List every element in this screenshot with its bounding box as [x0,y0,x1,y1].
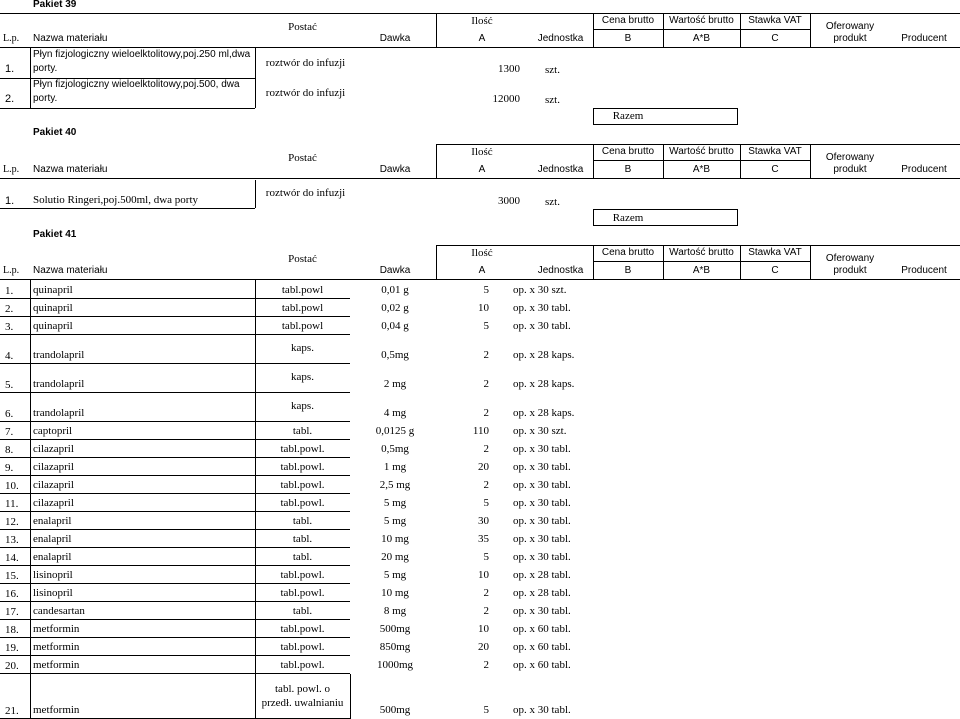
grid-line [0,208,255,209]
grid-line [30,298,255,299]
row-dawka: 0,0125 g [375,425,415,437]
grid-line [0,363,30,364]
grid-line [30,421,255,422]
p41-hdr-produkt: produkt [833,265,867,276]
p41-hdr-dawka: Dawka [379,265,411,276]
row-name: cilazapril [33,497,74,509]
grid-line [30,619,255,620]
row-jednostka: op. x 30 szt. [513,284,567,296]
grid-line [0,475,30,476]
grid-line [737,209,738,226]
grid-line [436,144,437,178]
p40-hdr-a: A [478,164,486,175]
grid-line [255,529,350,530]
grid-line [593,245,594,279]
grid-line [593,160,810,161]
grid-line [0,529,30,530]
row-lp: 12. [5,516,19,528]
p39-hdr-wartosc: Wartość brutto [669,15,734,26]
row-jednostka: op. x 30 tabl. [513,515,571,527]
row-dawka: 5 mg [383,497,407,509]
row-dawka: 20 mg [381,551,409,563]
p41-hdr-oferowany: Oferowany [825,253,875,264]
p40-hdr-wartosc: Wartość brutto [669,146,734,157]
row-lp: 8. [5,444,14,456]
p39-hdr-ilosc: Ilość [471,15,493,27]
row-jednostka: op. x 30 tabl. [513,320,571,332]
row-name: trandolapril [33,407,85,419]
row-ilosc: 10 [478,623,489,635]
grid-line [30,655,255,656]
row-dawka: 1 mg [383,461,407,473]
grid-line [255,655,350,656]
row-ilosc: 2 [483,605,489,617]
row-postac: tabl.powl. [280,641,325,653]
row-postac: roztwór do infuzji [265,57,346,69]
row-name: enalapril [33,551,72,563]
grid-line [30,565,255,566]
row-lp: 11. [5,498,19,510]
row-postac: tabl.powl. [280,659,325,671]
p40-hdr-produkt: produkt [833,164,867,175]
grid-line [30,457,255,458]
row-lp: 14. [5,552,19,564]
row-lp: 1. [5,285,14,297]
row-lp: 5. [5,379,14,391]
row-lp: 1. [5,63,15,75]
grid-line [740,13,741,47]
row-jednostka: op. x 60 tabl. [513,659,571,671]
row-lp: 10. [5,480,19,492]
grid-line [255,457,350,458]
p41-hdr-producent: Producent [901,265,947,276]
grid-line [255,583,350,584]
grid-line [30,475,255,476]
grid-line [0,547,30,548]
row-name: metformin [33,641,80,653]
row-ilosc: 20 [478,641,489,653]
row-postac: tabl.powl. [280,461,325,473]
p39-hdr-stawka: Stawka VAT [748,15,802,26]
row-dawka: 0,5mg [381,443,409,455]
row-postac: tabl. [292,551,313,563]
grid-line [740,144,741,178]
row-jednostka: szt. [545,64,560,76]
row-ilosc: 5 [483,497,489,509]
row-jednostka: op. x 30 tabl. [513,605,571,617]
grid-line [30,637,255,638]
grid-line [30,108,255,109]
row-dawka: 1000mg [376,659,414,671]
p40-hdr-name: Nazwa materiału [33,164,108,175]
row-postac: tabl. powl. o [275,683,330,695]
row-ilosc: 3000 [498,195,520,207]
row-postac: tabl. [292,605,313,617]
p41-hdr-stawka: Stawka VAT [748,247,802,258]
p39-hdr-cena: Cena brutto [601,15,655,26]
grid-line [0,619,30,620]
row-lp: 17. [5,606,19,618]
grid-line [255,334,350,335]
row-postac: tabl.powl. [280,443,325,455]
pakiet-41-title: Pakiet 41 [33,229,77,240]
grid-line [436,13,437,47]
grid-line [255,439,350,440]
row-ilosc: 5 [483,704,489,716]
p40-hdr-b: B [624,164,632,175]
row-dawka: 8 mg [383,605,407,617]
p40-hdr-stawka: Stawka VAT [748,146,802,157]
grid-line [0,601,30,602]
row-postac: tabl.powl [281,302,324,314]
grid-line [593,13,594,47]
row-postac: tabl. [292,533,313,545]
p39-hdr-name: Nazwa materiału [33,33,108,44]
p40-hdr-oferowany: Oferowany [825,152,875,163]
p41-hdr-jednostka: Jednostka [537,265,584,276]
grid-line [255,637,350,638]
grid-line [663,144,664,178]
grid-line [0,565,30,566]
row-jednostka: op. x 28 tabl. [513,569,571,581]
row-dawka: 10 mg [381,533,409,545]
grid-line [593,144,594,178]
row-lp: 15. [5,570,19,582]
grid-line [255,180,256,208]
p39-hdr-c: C [771,33,779,44]
grid-line [30,392,255,393]
row-name: captopril [33,425,73,437]
razem-40: Razem [612,212,644,224]
row-name: Płyn fizjologiczny wieloelktolitowy,poj.250 ml,dwa [33,49,251,60]
row-postac: roztwór do infuzji [265,187,346,199]
row-dawka: 4 mg [383,407,407,419]
row-lp: 4. [5,350,14,362]
grid-line [255,475,350,476]
grid-line [0,47,960,48]
row-name-cont: porty. [33,93,58,104]
row-ilosc: 20 [478,461,489,473]
grid-line [30,334,255,335]
grid-line [255,316,350,317]
row-jednostka: op. x 60 tabl. [513,641,571,653]
row-jednostka: op. x 30 szt. [513,425,567,437]
grid-line [593,261,810,262]
row-ilosc: 10 [478,302,489,314]
row-postac: kaps. [291,400,314,412]
p39-hdr-axb: A*B [692,33,711,44]
grid-line [255,392,350,393]
p41-hdr-ilosc: Ilość [471,247,493,259]
grid-line [255,565,350,566]
pakiet-40-title: Pakiet 40 [33,127,77,138]
row-jednostka: op. x 30 tabl. [513,461,571,473]
p40-hdr-axb: A*B [692,164,711,175]
p41-hdr-c: C [771,265,779,276]
p39-hdr-produkt: produkt [833,33,867,44]
p40-hdr-lp: L.p. [3,164,20,175]
grid-line [0,673,30,674]
row-lp: 19. [5,642,19,654]
grid-line [0,298,30,299]
grid-line [737,108,738,125]
grid-line [350,674,351,719]
grid-line [593,29,810,30]
row-name: trandolapril [33,378,85,390]
row-ilosc: 2 [483,587,489,599]
grid-line [593,225,738,226]
row-postac: tabl.powl. [280,569,325,581]
row-ilosc: 110 [472,425,489,437]
row-postac: tabl.powl [281,284,324,296]
row-jednostka: op. x 30 tabl. [513,551,571,563]
p39-hdr-b: B [624,33,632,44]
grid-line [255,421,350,422]
grid-line [30,280,31,719]
p39-hdr-a: A [478,33,486,44]
row-dawka: 5 mg [383,515,407,527]
grid-line [0,78,30,79]
grid-line [0,108,30,109]
row-dawka: 2,5 mg [379,479,411,491]
row-jednostka: op. x 30 tabl. [513,704,571,716]
row-dawka: 2 mg [383,378,407,390]
grid-line [740,245,741,279]
grid-line [0,511,30,512]
row-ilosc: 2 [483,443,489,455]
grid-line [663,245,664,279]
p41-hdr-b: B [624,265,632,276]
row-jednostka: op. x 30 tabl. [513,533,571,545]
row-name: trandolapril [33,349,85,361]
grid-line [436,245,960,246]
pakiet-39-title: Pakiet 39 [33,0,77,10]
row-postac: tabl.powl. [280,623,325,635]
row-ilosc: 5 [483,551,489,563]
row-name: metformin [33,623,80,635]
row-ilosc: 1300 [498,63,520,75]
row-name: cilazapril [33,443,74,455]
grid-line [0,457,30,458]
row-jednostka: op. x 28 kaps. [513,378,575,390]
grid-line [255,280,256,719]
grid-line [0,392,30,393]
row-name: quinapril [33,302,73,314]
row-postac: tabl.powl [281,320,324,332]
grid-line [436,144,960,145]
p41-hdr-cena: Cena brutto [601,247,655,258]
grid-line [0,439,30,440]
row-jednostka: op. x 30 tabl. [513,443,571,455]
grid-line [30,493,255,494]
grid-line [255,48,256,108]
row-postac: tabl.powl. [280,497,325,509]
row-postac: tabl. [292,515,313,527]
p41-hdr-wartosc: Wartość brutto [669,247,734,258]
grid-line [593,209,738,210]
row-jednostka: szt. [545,196,560,208]
grid-line [30,439,255,440]
row-jednostka: op. x 28 kaps. [513,349,575,361]
row-lp: 7. [5,426,14,438]
row-name: Płyn fizjologiczny wieloelktolitowy,poj.500, dwa [33,79,240,90]
row-jednostka: op. x 30 tabl. [513,479,571,491]
grid-line [255,363,350,364]
grid-line [30,511,255,512]
grid-line [255,547,350,548]
grid-line [810,245,811,279]
row-ilosc: 10 [478,569,489,581]
row-lp: 3. [5,321,14,333]
grid-line [0,493,30,494]
p40-hdr-postac: Postać [288,152,317,164]
row-ilosc: 2 [483,349,489,361]
row-ilosc: 2 [483,479,489,491]
row-name: metformin [33,659,80,671]
grid-line [0,178,960,179]
row-name: Solutio Ringeri,poj.500ml, dwa porty [33,194,198,206]
row-jednostka: op. x 28 kaps. [513,407,575,419]
grid-line [30,529,255,530]
p40-hdr-c: C [771,164,779,175]
row-ilosc: 5 [483,284,489,296]
row-name: lisinopril [33,587,73,599]
row-lp: 9. [5,462,14,474]
row-postac: tabl. [292,425,313,437]
p39-hdr-producent: Producent [901,33,947,44]
row-jednostka: op. x 60 tabl. [513,623,571,635]
p40-hdr-ilosc: Ilość [471,146,493,158]
row-name: metformin [33,704,80,716]
row-dawka: 0,5mg [381,349,409,361]
p40-hdr-jednostka: Jednostka [537,164,584,175]
row-lp: 20. [5,660,19,672]
p39-hdr-dawka: Dawka [379,33,411,44]
row-postac: kaps. [291,371,314,383]
grid-line [255,601,350,602]
grid-line [0,316,30,317]
row-name: quinapril [33,284,73,296]
grid-line [30,601,255,602]
grid-line [255,298,350,299]
row-dawka: 0,02 g [381,302,409,314]
p41-hdr-lp: L.p. [3,265,20,276]
p40-hdr-dawka: Dawka [379,164,411,175]
row-ilosc: 30 [478,515,489,527]
grid-line [663,13,664,47]
row-lp: 16. [5,588,19,600]
razem-39: Razem [612,110,644,122]
row-jednostka: op. x 30 tabl. [513,497,571,509]
p40-hdr-cena: Cena brutto [601,146,655,157]
row-jednostka: op. x 28 tabl. [513,587,571,599]
grid-line [30,316,255,317]
grid-line [30,583,255,584]
grid-line [810,144,811,178]
grid-line [810,13,811,47]
row-jednostka: szt. [545,94,560,106]
grid-line [436,245,437,279]
p39-hdr-jednostka: Jednostka [537,33,584,44]
grid-line [255,493,350,494]
row-name: cilazapril [33,479,74,491]
row-ilosc: 12000 [492,93,520,105]
row-postac: tabl.powl. [280,587,325,599]
grid-line [593,108,738,109]
p39-hdr-postac: Postać [288,21,317,33]
grid-line [436,13,960,14]
row-name: lisinopril [33,569,73,581]
row-lp: 2. [5,303,14,315]
p39-hdr-oferowany: Oferowany [825,21,875,32]
grid-line [593,124,738,125]
row-dawka: 500mg [379,704,411,716]
row-dawka: 5 mg [383,569,407,581]
row-ilosc: 35 [478,533,489,545]
row-postac-cont: przedł. uwalnianiu [261,697,344,709]
grid-line [0,279,960,280]
grid-line [255,673,350,674]
row-name: enalapril [33,515,72,527]
row-name: cilazapril [33,461,74,473]
p41-hdr-axb: A*B [692,265,711,276]
grid-line [0,583,30,584]
row-dawka: 0,01 g [381,284,409,296]
grid-line [0,655,30,656]
row-lp: 21. [5,705,19,717]
p41-hdr-postac: Postać [288,253,317,265]
row-name: quinapril [33,320,73,332]
row-ilosc: 2 [483,659,489,671]
row-dawka: 0,04 g [381,320,409,332]
row-name: enalapril [33,533,72,545]
row-ilosc: 2 [483,378,489,390]
row-name-cont: porty. [33,63,58,74]
row-jednostka: op. x 30 tabl. [513,302,571,314]
row-postac: tabl.powl. [280,479,325,491]
row-ilosc: 2 [483,407,489,419]
row-dawka: 500mg [379,623,411,635]
p41-hdr-name: Nazwa materiału [33,265,108,276]
p40-hdr-producent: Producent [901,164,947,175]
grid-line [0,421,30,422]
row-dawka: 850mg [379,641,411,653]
p41-hdr-a: A [478,265,486,276]
row-dawka: 10 mg [381,587,409,599]
grid-line [30,547,255,548]
row-name: candesartan [33,605,85,617]
row-lp: 1. [5,195,15,207]
p39-hdr-lp: L.p. [3,33,20,44]
grid-line [255,619,350,620]
grid-line [30,363,255,364]
row-lp: 18. [5,624,19,636]
grid-line [0,334,30,335]
row-lp: 6. [5,408,14,420]
row-ilosc: 5 [483,320,489,332]
row-lp: 2. [5,93,15,105]
row-postac: kaps. [291,342,314,354]
row-lp: 13. [5,534,19,546]
grid-line [30,673,255,674]
grid-line [0,637,30,638]
grid-line [255,511,350,512]
row-postac: roztwór do infuzji [265,87,346,99]
